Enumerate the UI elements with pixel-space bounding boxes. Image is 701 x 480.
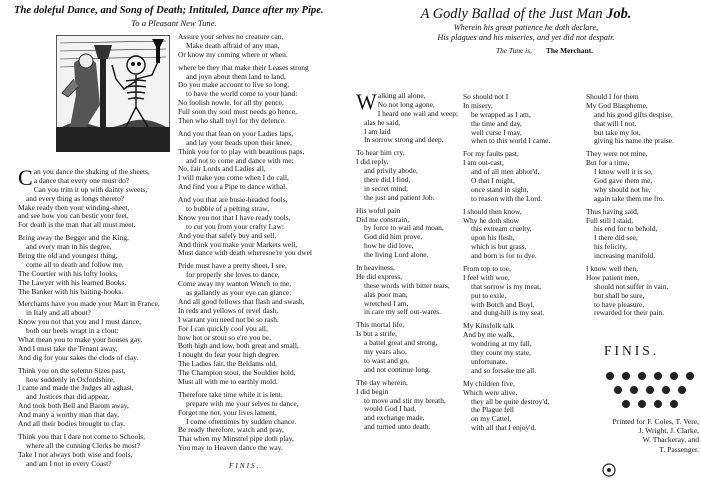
verse-line: I did begin [356, 386, 389, 396]
verse-line: In reds and yellows of revel dash, [178, 305, 279, 315]
verse-line: From top to toe, [463, 264, 511, 274]
fleuron-ornaments [602, 368, 698, 414]
verse-line: For I can quickly cool you all, [178, 323, 268, 333]
verse-line: his felicity, [594, 242, 627, 252]
verse-line: wretched I am, [364, 298, 409, 308]
death-piper-woodcut [56, 35, 170, 152]
verse-line: where be they that make their Leases strong [178, 62, 309, 72]
verse-line: these words with bitter tears, [364, 280, 450, 290]
ballad2-column-1 [356, 89, 464, 432]
printer-line: W. Thackeray, and [642, 435, 699, 445]
verse-line: and every thing as longs thereto? [26, 193, 125, 203]
verse-line: there did I find, [364, 175, 411, 185]
verse-line: And all good fellows that flash and swash, [178, 296, 305, 306]
verse-line: and his good gifts despise, [594, 109, 673, 119]
verse-line: a dance that every one must do? [33, 175, 130, 185]
verse-line: increasing manifold. [594, 251, 656, 261]
verse-line: He did express, [356, 271, 403, 281]
verse-line: and exchange made, [364, 413, 425, 423]
ballad2-column-3 [586, 93, 698, 318]
verse-line: well curse I may, [471, 127, 522, 137]
verse-line: his end for to behold, [594, 224, 658, 234]
verse-line: the Plague fell [471, 405, 514, 415]
verse-line: I will make you come when I do call, [178, 173, 289, 183]
printer-line: Printed for F. Coles, T. Vere, [612, 417, 699, 426]
verse-line: God gave them me, [594, 176, 653, 186]
verse-line: And think you make your Markets well, [178, 239, 298, 249]
verse-line: I know well it is so, [594, 167, 653, 177]
ballad2-title-bold: Job. [606, 6, 632, 22]
verse-line: and not continue long. [364, 364, 431, 374]
verse-line: Then who shall toyl for thy defence. [178, 116, 287, 126]
verse-line: Should I for them [586, 92, 639, 101]
verse-line: Do you make account to live so long, [178, 80, 290, 90]
verse-line: with Botch and Boyl, [471, 299, 535, 309]
verse-line: the just and patient Job. [364, 192, 435, 202]
ballad1-tune: To a Pleasant New Tune. [131, 18, 217, 28]
ballad2-tune-label: The Tune is, [496, 46, 532, 55]
verse-line: I came and made the Judges all aghast, [18, 383, 134, 393]
verse-line: and turned unto death. [364, 422, 431, 432]
verse-line: For my faults past, [463, 149, 519, 159]
verse-line: Forget me not, your lives lament, [178, 407, 277, 417]
verse-line: Must dance with death wheresoe're you dwel [178, 248, 312, 258]
verse-line: but take my lot, [594, 127, 641, 137]
verse-line: Know you not that I have ready tools, [178, 212, 291, 222]
verse-line: I come oftentimes by sudden chance. [186, 416, 297, 426]
verse-line: Both high and low, both great and small, [178, 341, 299, 351]
verse-line: Think you on the solemn Sizes past, [18, 365, 126, 375]
verse-line: in secret mind, [364, 183, 408, 193]
verse-line: My God Blaspheme, [586, 100, 648, 110]
verse-line: I am laid [364, 126, 391, 136]
verse-line: For death is the man that all must meet. [18, 220, 136, 230]
verse-line: that will I not, [594, 118, 637, 128]
verse-line: In sorrow strong and deep, [364, 135, 444, 145]
printer-line: J. Wright, J. Clarke, [638, 426, 699, 436]
verse-line: Assure your selves no creature can, [178, 32, 284, 41]
verse-line: I know well then, [586, 264, 639, 274]
ballad1-finis: FINIS. [229, 462, 261, 470]
verse-line: And I must take the Tenant away, [18, 343, 118, 353]
verse-line: The day wherein, [356, 377, 408, 387]
ballad2-title [356, 6, 696, 23]
verse-line: for properly she loves to dance, [186, 270, 280, 280]
verse-line: To hear him cry, [356, 148, 405, 158]
verse-line: to reason with the Lord. [471, 193, 543, 203]
verse-line: I heard one wail and weep; [377, 108, 459, 118]
verse-line: They were not mine, [586, 149, 648, 159]
verse-line: In heaviness, [356, 263, 395, 273]
verse-line: The Lawyer with his learned Books, [18, 277, 127, 287]
verse-line: that sorrow is my meat, [471, 281, 542, 291]
ballad1-column-2 [178, 33, 348, 453]
verse-line: Or know my coming where or when. [178, 49, 288, 59]
verse-line: and see how you can bestir your feet, [18, 211, 129, 221]
verse-line: God did him prove, [364, 232, 423, 242]
verse-line: Bring the old and youngest thing, [18, 251, 118, 261]
verse-line: put to exile, [471, 290, 507, 300]
verse-line: Merchants have you made your Mart in France, [18, 299, 160, 309]
verse-line: What mean you to make your houses gay, [18, 335, 143, 345]
verse-line: I feel with woe, [463, 272, 510, 282]
verse-line: My Kinsfolk talk [463, 321, 515, 331]
verse-line: and am I not in every Coast? [26, 458, 112, 468]
ballad2-subtitle-line-1: Wherein his great patience he doth declare, [453, 23, 599, 32]
verse-line: The Banker with his baiting-hooks. [18, 286, 124, 296]
verse-line: O that I might, [471, 176, 515, 186]
verse-line: And dig for your sakes the clods of clay. [18, 352, 139, 362]
drop-cap: C [18, 165, 33, 190]
verse-line: This mortal life, [356, 320, 405, 330]
verse-line: in care my self out-wares. [364, 307, 442, 317]
verse-line: Must all with me to earthly mold. [178, 376, 278, 386]
ballad1-title [14, 5, 324, 16]
verse-line: Make death affraid of any man, [186, 40, 280, 50]
verse-line: No, fair Lords and Ladies all, [178, 164, 266, 174]
verse-line: And you that are busie-headed fools, [178, 195, 288, 205]
verse-line: Therefore take time while it is lent, [178, 389, 283, 399]
verse-line: I warrant you need not be so rash. [178, 314, 279, 324]
verse-line: Did me constrain, [356, 214, 410, 224]
verse-line: And all their bodies brought to clay. [18, 419, 126, 429]
verse-line: His woful pain [356, 205, 401, 215]
ballad1-column-1 [18, 165, 193, 469]
verse-line: The Champion stout, the Souldier bold, [178, 368, 296, 378]
verse-line: Take I not always both wise and fools, [18, 449, 133, 459]
ballad2-subtitle-line-2: His plagues and his miseries, and yet did not despair. [437, 33, 615, 42]
ballad2-title-italic: A Godly Ballad of the Just Man [420, 6, 603, 22]
ballad2-tune [496, 46, 593, 55]
verse-line: Walking all alone, [356, 89, 426, 114]
verse-line: a battel great and strong, [364, 338, 438, 348]
verse-line: which is but grass, [471, 242, 527, 252]
verse-line: I nought do fear your high degree. [178, 350, 280, 360]
verse-line: and so forsake me all. [471, 365, 537, 375]
verse-line: And many a worthy man that day, [18, 410, 119, 420]
verse-line: Full soon thy soul must needs go hence, [178, 107, 297, 117]
verse-line: I should then know, [463, 206, 522, 216]
verse-line: No not long agone, [377, 99, 435, 109]
verse-line: should not suffer in vain, [594, 281, 669, 291]
verse-line: No foolish nowle, for all thy pence, [178, 98, 284, 108]
verse-line: You may to Heaven dance the way. [178, 443, 283, 453]
verse-line: And find you a Pipe to dance withal. [178, 182, 288, 192]
verse-line: I there did see, [594, 233, 638, 243]
verse-line: the living Lord alone. [364, 250, 429, 260]
verse-line: giving his name the praise. [594, 136, 674, 146]
verse-line: where all the cunning Clerks be most? [26, 440, 141, 450]
printer-imprint [609, 417, 699, 454]
verse-line: to wast and go, [364, 355, 410, 365]
ballad2-column-2 [463, 93, 575, 433]
ballad1-title-italic: The doleful Dance, and Song of Death; Intituled, [14, 5, 230, 16]
verse-line: Make ready then your winding-sheet, [18, 202, 130, 212]
verse-line: to have the world come to your hand: [186, 89, 298, 99]
verse-line: how he did love, [364, 241, 414, 251]
verse-line: My children five, [463, 378, 515, 388]
verse-line: Can you trim it up with dainty sweets, [33, 184, 148, 194]
verse-line: they all be quite destroy'd, [471, 396, 550, 406]
verse-line: by force to wail and moan, [364, 223, 444, 233]
verse-line: and privily abode, [364, 166, 418, 176]
drop-cap: W [356, 89, 377, 114]
verse-line: how suddenly in Oxfordshire, [26, 374, 115, 384]
verse-line: they count my state, [471, 348, 531, 358]
verse-line: upon his flesh, [471, 233, 515, 243]
verse-line: Think you that I dare not come to Schools, [18, 431, 146, 441]
ballad2-tune-name: The Merchant. [545, 46, 594, 55]
verse-line: but shall be sure, [594, 290, 645, 300]
verse-line: in Italy and all about? [26, 308, 91, 318]
verse-line: this extream cruelty, [471, 224, 532, 234]
verse-line: the time and day, [471, 118, 522, 128]
verse-line: So should not I [463, 92, 509, 101]
verse-line: and every man in his degree, [26, 242, 112, 252]
verse-line: Be ready therefore, watch and pray, [178, 425, 284, 435]
verse-line: be wrapped as I am, [471, 109, 531, 119]
verse-line: I am out-cast, [463, 158, 504, 168]
verse-line: I did reply, [356, 157, 389, 167]
verse-line: But for a time, [586, 158, 630, 168]
verse-line: Can you dance the shaking of the sheets, [18, 165, 150, 190]
verse-line: as gallantly as your eye can glance: [186, 288, 292, 298]
verse-line: to have pleasure, [594, 299, 645, 309]
verse-line: Think you for to play with beautious paps, [178, 146, 305, 156]
verse-line: how hot or stout so e're you be, [178, 332, 272, 342]
verse-line: and Justices that did appear. [26, 392, 110, 402]
verse-line: alas poor man, [364, 289, 408, 299]
ballad2-subtitle [356, 23, 696, 43]
verse-line: and born is for to dye. [471, 251, 537, 261]
verse-line: with all that I enjoy'd. [471, 423, 537, 433]
verse-line: again take them me fro. [594, 193, 665, 203]
verse-line: Thus having said, [586, 206, 639, 216]
verse-line: How patient men, [586, 272, 640, 282]
verse-line: And you that safely buy and sell, [178, 230, 277, 240]
ballad1-title-bold: Dance after my Pipe. [231, 5, 324, 16]
verse-line: to bubble of a pelting straw, [186, 204, 269, 214]
verse-line: and not to come and dance with me: [186, 155, 294, 165]
verse-line: to move and stir my breath, [364, 395, 446, 405]
verse-line: The Courtier with his lofty looks, [18, 268, 118, 278]
verse-line: Come away my wanton Wench to me, [178, 279, 292, 289]
verse-line: And by me walk, [463, 330, 515, 340]
verse-line: In misery, [463, 100, 493, 110]
verse-line: Which were alive, [463, 387, 518, 397]
verse-line: That when my Minstrel pipe doth play, [178, 434, 294, 444]
verse-line: wondring at my fall, [471, 339, 532, 349]
verse-line: to cut you from your crafty Law: [186, 221, 284, 231]
verse-line: unfortunate, [471, 356, 508, 366]
verse-line: come all to death and follow me. [26, 259, 124, 269]
verse-line: The Ladies fair, the Beldams old, [178, 359, 278, 369]
verse-line: And took both Bell and Barom away, [18, 401, 129, 411]
verse-line: Bring away the Begger and the King, [18, 233, 129, 243]
verse-line: and lay your heads upon their knee, [186, 137, 292, 147]
verse-line: both our heels wrapt in a clout: [26, 326, 119, 336]
printer-line: T. Passenger. [659, 444, 699, 454]
verse-line: rewarded for their pain. [594, 308, 665, 318]
verse-line: Full still I staid, [586, 215, 634, 225]
verse-line: would God I had, [364, 404, 417, 414]
verse-line: and dung-hill is my seat. [471, 308, 545, 318]
verse-line: why should not he, [594, 184, 651, 194]
verse-line: Know you not that you and I must dance, [18, 317, 141, 327]
verse-line: prepare with me your selves to dance, [186, 398, 299, 408]
verse-line: on my Cattel, [471, 414, 512, 424]
verse-line: when to this world I came. [471, 136, 551, 146]
verse-line: and joyn about them land to land, [186, 71, 286, 81]
verse-line: And you that lean on your Ladies laps, [178, 128, 294, 138]
ballad2-finis: FINIS. [604, 343, 660, 358]
verse-line: Is but a strife, [356, 329, 397, 339]
verse-line: once stand in sight, [471, 184, 529, 194]
verse-line: Pride must have a pretty sheet, I see, [178, 261, 287, 271]
verse-line: and of all men abhor'd, [471, 167, 540, 177]
verse-line: alas he said, [364, 117, 401, 127]
verse-line: my years also, [364, 347, 407, 357]
verse-line: Why he doth show [463, 215, 519, 225]
